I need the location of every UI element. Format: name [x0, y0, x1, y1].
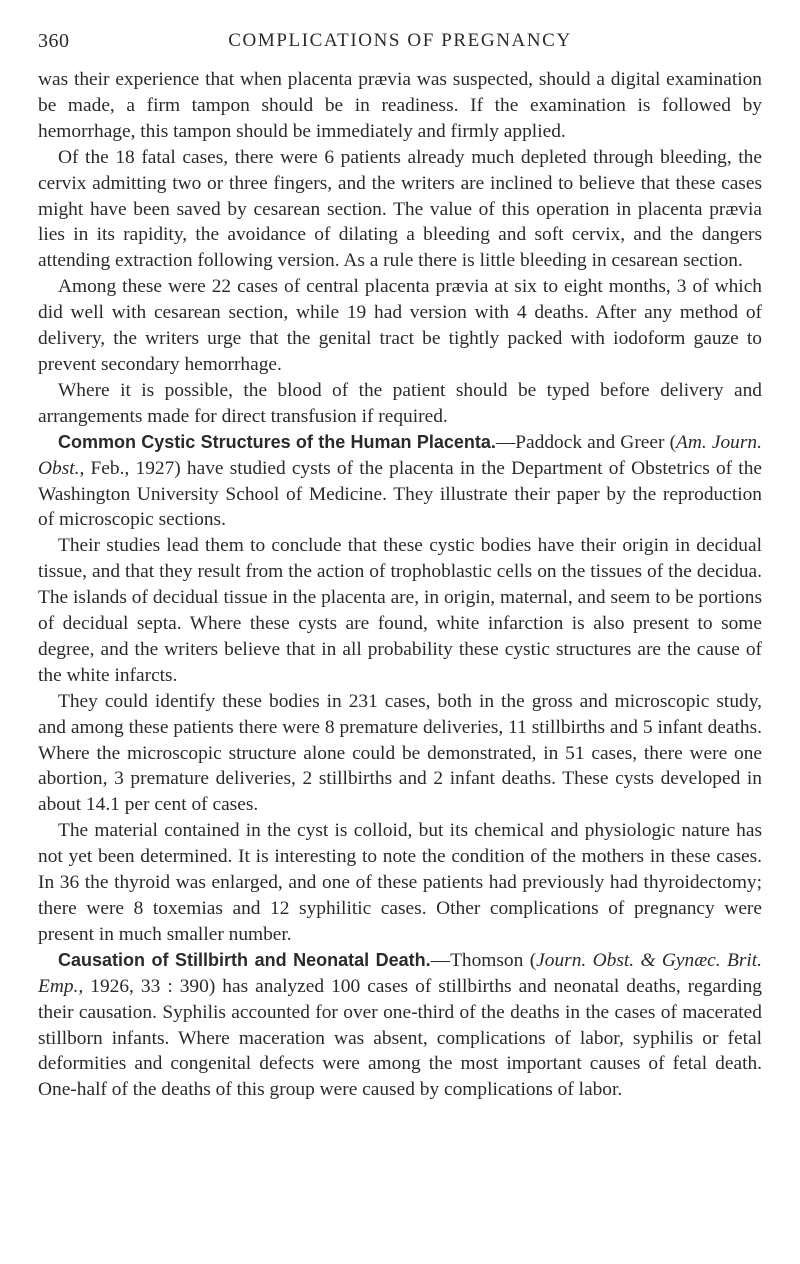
paragraph-9-text: 1926, 33 : 390) has analyzed 100 cases of stillbirths and neonatal deaths, regarding their causation. Syphilis accounted for over one-third of the deaths in the cases of macerated stillborn infants. Where maceration was absent, complications of labor, syphilis or fetal deformities and congenital defects were among the most important causes of fetal death. One-half of the deaths of this group were caused by complications of labor.: [38, 975, 762, 1101]
running-head: COMPLICATIONS OF PREGNANCY: [228, 30, 572, 51]
page-header: [38, 30, 762, 54]
paragraph-9-authors: —Thomson (: [430, 949, 537, 971]
paragraph-5-authors: —Paddock and Greer (: [495, 431, 677, 453]
paragraph-5: [38, 430, 762, 534]
paragraph-3: Among these were 22 cases of central placenta prævia at six to eight months, 3 of which did well with cesarean section, while 19 had version with 4 deaths. After any method of delivery, the writers urge that the genital tract be tightly packed with iodoform gauze to prevent secondary hemorrhage.: [38, 276, 762, 375]
paragraph-5-text: Feb., 1927) have studied cysts of the placenta in the Department of Obstetrics of the Washington University School of Medicine. They illustrate their paper by the reproduction of microscopic sections.: [38, 457, 762, 531]
paragraph-2: Of the 18 fatal cases, there were 6 patients already much depleted through bleeding, the cervix admitting two or three fingers, and the writers are inclined to believe that these cases might have been saved by cesarean section. The value of this operation in placenta prævia lies in its rapidity, the avoidance of dilating a bleeding and soft cervix, and the dangers attending extraction following version. As a rule there is little bleeding in cesarean section.: [38, 146, 762, 272]
journal-citation: Am. Journ. Obst.,: [38, 431, 762, 479]
paragraph-7: They could identify these bodies in 231 cases, both in the gross and microscopic study, and among these patients there were 8 premature deliveries, 11 stillbirths and 5 infant deaths. Where the microscopic structure alone could be demonstrated, in 51 cases, there were one abortion, 3 premature deliveries, 2 stillbirths and 2 infant deaths. These cysts developed in about 14.1 per cent of cases.: [38, 690, 762, 816]
page-number: 360: [38, 30, 70, 52]
paragraph-9: [38, 948, 762, 1103]
paragraph-6: Their studies lead them to conclude that these cystic bodies have their origin in decidual tissue, and that they result from the action of trophoblastic cells on the tissues of the decidua. The islands of decidual tissue in the placenta are, in origin, maternal, and seem to be portions of decidual septa. Where these cysts are found, white infarction is also present to some degree, and the writers believe that in all probability these cystic structures are the cause of the white infarcts.: [38, 535, 762, 686]
body-text: [38, 67, 762, 1103]
section-heading-stillbirth: Causation of Stillbirth and Neonatal Death.: [58, 949, 431, 970]
paragraph-4: Where it is possible, the blood of the patient should be typed before delivery and arrangements made for direct transfusion if required.: [38, 379, 762, 427]
section-heading-cystic-structures: Common Cystic Structures of the Human Placenta.: [58, 431, 496, 452]
paragraph-8: The material contained in the cyst is colloid, but its chemical and physiologic nature has not yet been determined. It is interesting to note the condition of the mothers in these cases. In 36 the thyroid was enlarged, and one of these patients had previously had thyroidectomy; there were 8 toxemias and 12 syphilitic cases. Other complications of pregnancy were present in much smaller number.: [38, 820, 762, 945]
journal-citation: Journ. Obst. & Gynæc. Brit. Emp.,: [38, 949, 763, 997]
paragraph-1: was their experience that when placenta prævia was suspected, should a digital examination be made, a firm tampon should be in readiness. If the examination is followed by hemorrhage, this tampon should be immediately and firmly applied.: [38, 69, 762, 142]
